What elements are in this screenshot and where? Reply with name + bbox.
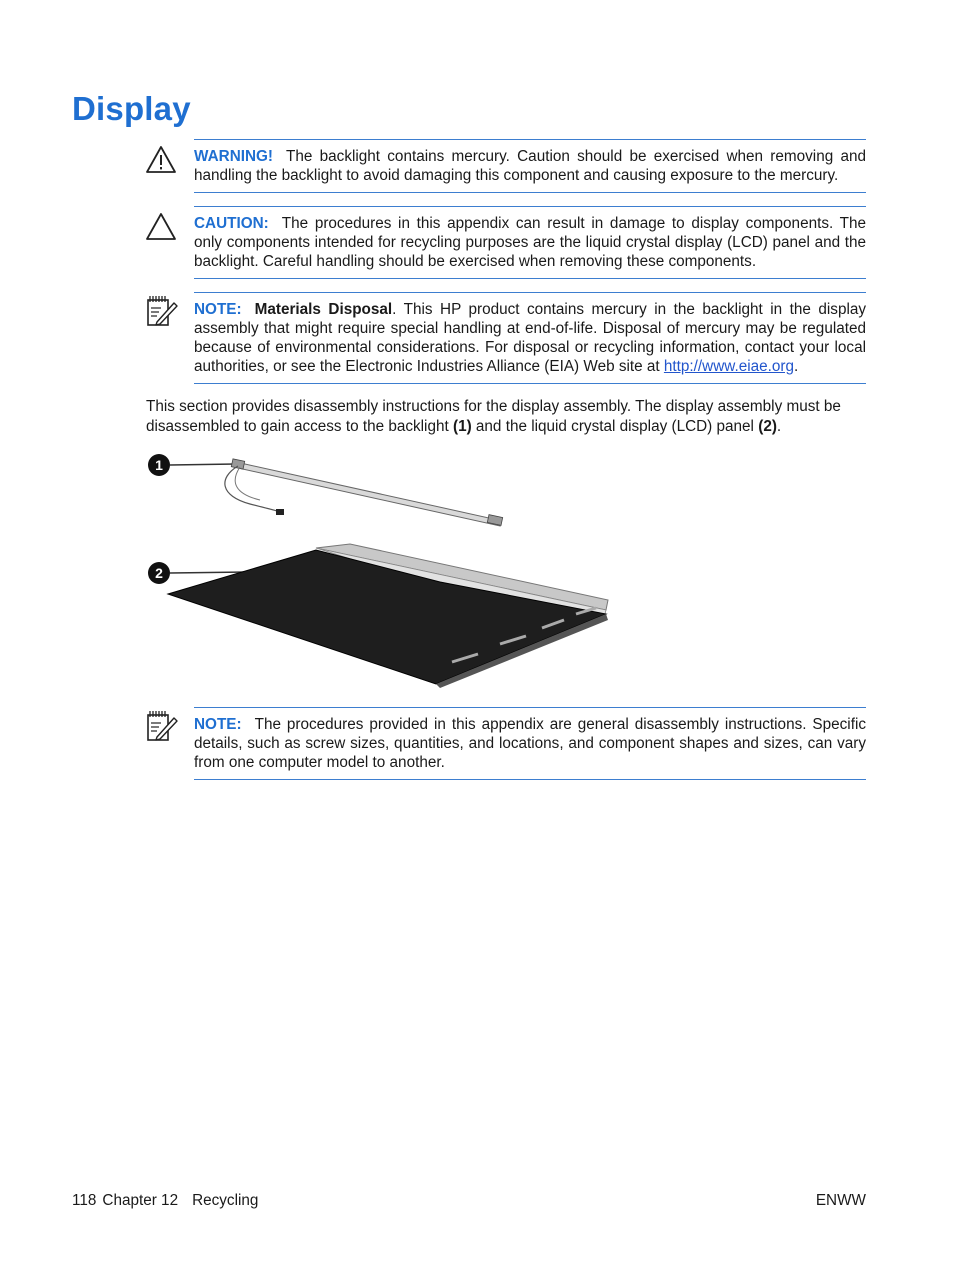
callout-1 bbox=[148, 454, 236, 476]
intro-part2: and the liquid crystal display (LCD) panel bbox=[471, 418, 759, 435]
intro-end: . bbox=[776, 418, 782, 435]
footer-right: ENWW bbox=[815, 1192, 866, 1209]
intro-part1: This section provides disassembly instructions for the display assembly. The display assembly must be disassembled to gain access to the backlight bbox=[146, 398, 841, 435]
note-icon bbox=[143, 708, 179, 744]
backlight-tube bbox=[225, 459, 503, 526]
warning-icon bbox=[143, 142, 179, 178]
footer-left bbox=[72, 1192, 264, 1210]
warning-label: WARNING! bbox=[194, 148, 274, 165]
materials-disposal-heading: Materials Disposal bbox=[254, 301, 393, 318]
warning-notice bbox=[194, 139, 866, 193]
caution-text: The procedures in this appendix can result in damage to display components. The only components intended for recycling purposes are the liquid crystal display (LCD) panel and the backlight. Careful handling should be exercised when removing these components. bbox=[194, 215, 866, 270]
caution-notice bbox=[194, 206, 866, 279]
note-icon bbox=[143, 293, 179, 329]
callout-1-number: 1 bbox=[155, 457, 163, 473]
footer-section: Recycling bbox=[192, 1192, 259, 1209]
callout-2-number: 2 bbox=[155, 565, 163, 581]
page-title: Display bbox=[72, 90, 191, 127]
note2-text: The procedures provided in this appendix are general disassembly instructions. Specific details, such as screw sizes, quantities, and locations, and component shapes and sizes, can vary from one computer model to another. bbox=[194, 716, 866, 771]
caution-label: CAUTION: bbox=[194, 215, 269, 232]
intro-paragraph bbox=[146, 397, 866, 437]
note-materials-disposal bbox=[194, 292, 866, 384]
page-number: 118 bbox=[72, 1192, 97, 1209]
note-label: NOTE: bbox=[194, 716, 242, 733]
note-general-instructions bbox=[194, 707, 866, 780]
display-assembly-figure bbox=[140, 448, 620, 688]
footer-chapter: Chapter 12 bbox=[102, 1192, 179, 1209]
note1-end: . bbox=[794, 358, 799, 375]
note1-text: . This HP product contains mercury in the backlight in the display assembly that might require special handling at end-of-life. Disposal of mercury may be regulated because of environmental considerations. For disposal or recycling information, contact your local authorities, or see the Electronic Industries Alliance (EIA) Web site at bbox=[194, 301, 867, 375]
eia-link[interactable]: http://www.eiae.org bbox=[663, 358, 794, 375]
warning-text: The backlight contains mercury. Caution should be exercised when removing and handling the backlight to avoid damaging this component and causing exposure to the mercury. bbox=[194, 148, 866, 184]
ref-lcd-panel: (2) bbox=[758, 418, 777, 435]
ref-backlight: (1) bbox=[452, 418, 472, 435]
lcd-panel bbox=[168, 544, 608, 688]
caution-icon bbox=[143, 209, 179, 245]
note-label: NOTE: bbox=[194, 301, 242, 318]
